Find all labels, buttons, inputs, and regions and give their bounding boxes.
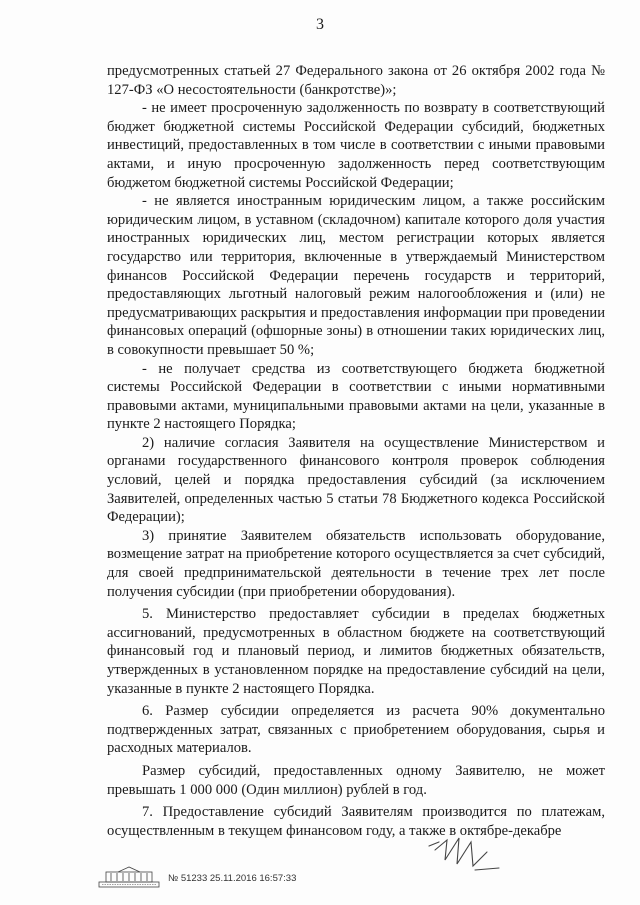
document-footer <box>98 866 518 890</box>
paragraph-no-debt: - не имеет просроченную задолженность по возврату в соответствующий бюджет бюджетной системы Российской Федерации субсидий, бюджетных инвестиций, предоставленных в том числе в соответствии с иными правовыми актами, и иную просроченную задолженность перед соответствующим бюджетом бюджетной системы Российской Федерации; <box>107 100 605 191</box>
paragraph-item-6: 6. Размер субсидии определяется из расчета 90% документально подтвержденных затрат, связанных с приобретением оборудования, сырья и расходных материалов. <box>107 703 605 757</box>
paragraph-no-funds: - не получает средства из соответствующего бюджета бюджетной системы Российской Федерации в соответствии с иными нормативными правовыми актами, муниципальными правовыми актами на цели, указанные в пункте 2 настоящего Порядка; <box>107 360 605 433</box>
registration-stamp: № 51233 25.11.2016 16:57:33 <box>168 873 297 884</box>
paragraph-obligations: 3) принятие Заявителем обязательств использовать оборудование, возмещение затрат на приобретение которого осуществляется за счет субсидий, для своей предпринимательской деятельности в течение трех лет после получения субсидии (при приобретении оборудования). <box>107 527 605 600</box>
ministry-seal-icon <box>98 866 160 888</box>
document-body <box>107 62 605 840</box>
paragraph-consent: 2) наличие согласия Заявителя на осуществление Министерством и органами государственного финансового контроля проверок соблюдения условий, целей и порядка предоставления субсидий (за исключением Заявителей, определенных частью 5 статьи 78 Бюджетного кодекса Российской Федерации); <box>107 434 605 526</box>
paragraph-item-5: 5. Министерство предоставляет субсидии в пределах бюджетных ассигнований, предусмотренных в областном бюджете на соответствующий финансовый год и плановый период, и лимитов бюджетных обязательств, утвержденных в установленном порядке на предоставление субсидий на цели, указанные в пункте 2 настоящего Порядка. <box>107 606 605 697</box>
paragraph-continuation: предусмотренных статьей 27 Федерального закона от 26 октября 2002 года № 127-ФЗ «О несостоятельности (банкротстве)»; <box>107 63 605 98</box>
paragraph-subsidy-limit: Размер субсидий, предоставленных одному Заявителю, не может превышать 1 000 000 (Один миллион) рублей в год. <box>107 762 605 798</box>
page-number: 3 <box>316 16 324 33</box>
paragraph-item-7: 7. Предоставление субсидий Заявителям производится по платежам, осуществленным в текущем финансовом году, а также в октябре-декабре <box>107 804 605 839</box>
paragraph-not-foreign: - не является иностранным юридическим лицом, а также российским юридическим лицом, в уставном (складочном) капитале которого доля участия иностранных юридических лиц, местом регистрации которых является государство или территория, включенные в утверждаемый Министерством финансов Российской Федерации перечень государств и территорий, предоставляющих льготный налоговый режим налогообложения и (или) не предусматривающих раскрытия и предоставления информации при проведении финансовых операций (офшорные зоны) в отношении таких юридических лиц, в совокупности превышает 50 %; <box>107 193 605 358</box>
